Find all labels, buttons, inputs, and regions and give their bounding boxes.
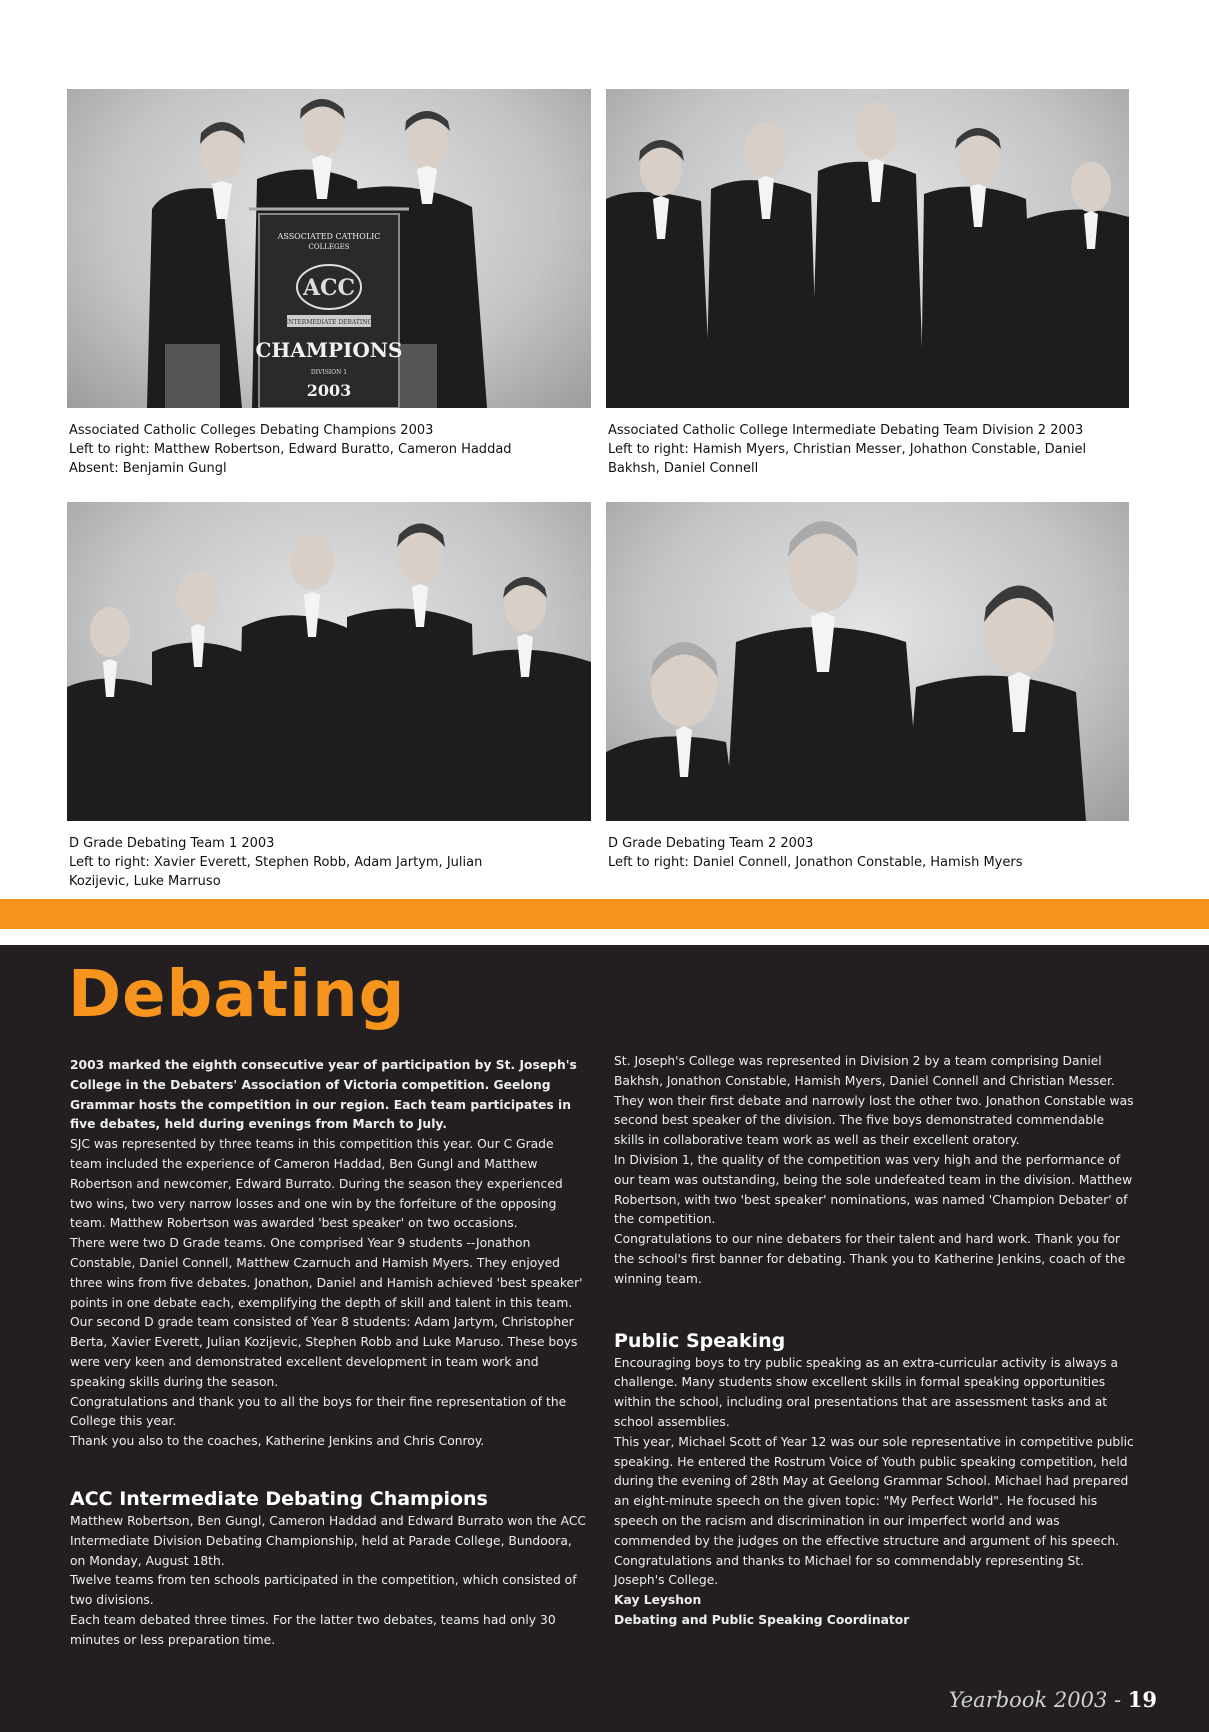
- photo-acc-intermediate-division2: [606, 89, 1129, 408]
- page-number: 19: [1127, 1687, 1157, 1712]
- banner-year: 2003: [306, 381, 352, 400]
- caption-line: Left to right: Matthew Robertson, Edward Buratto, Cameron Haddad: [69, 442, 512, 457]
- caption-photo-3: [69, 834, 589, 891]
- orange-divider-bar: [0, 899, 1209, 929]
- caption-title: D Grade Debating Team 1 2003: [69, 836, 275, 851]
- public-speaking-paragraph: This year, Michael Scott of Year 12 was our sole representative in competitive public speaking. He entered the Rostrum Voice of Youth public speaking competition, held during the evening of 28th May at Geelong Grammar School. Michael had prepared an eight-minute speech on the given topic: "My Perfect World". He focused his speech on the racism and discrimination in our imperfect world and was commended by the judges on the effective structure and argument of his speech.: [614, 1434, 1134, 1548]
- signature-name: Kay Leyshon: [614, 1593, 702, 1608]
- banner-logo: ACC: [302, 275, 356, 301]
- article-heading: Debating: [68, 958, 406, 1032]
- caption-line: Bakhsh, Daniel Connell: [608, 461, 759, 476]
- caption-photo-1: [69, 421, 589, 478]
- photo-d-grade-team-1: [67, 502, 591, 821]
- public-speaking-heading: Public Speaking: [614, 1329, 786, 1352]
- article-paragraph: There were two D Grade teams. One comprised Year 9 students --Jonathon Constable, Daniel Connell, Matthew Czarnuch and Hamish Myers. They enjoyed three wins from five debates. Jonathon, Daniel and Hamish achieved 'best speaker' points in one debate each, exemplifying the depth of skill and talent in this team.: [70, 1236, 583, 1310]
- acc-intermediate-heading: ACC Intermediate Debating Champions: [70, 1487, 488, 1510]
- banner-line1: ASSOCIATED CATHOLIC: [277, 232, 381, 241]
- article-paragraph: SJC was represented by three teams in this competition this year. Our C Grade team included the experience of Cameron Haddad, Ben Gungl and Matthew Robertson and newcomer, Edward Burrato. During the season they experienced two wins, two very narrow losses and one win by the forfeiture of the opposing team. Matthew Robertson was awarded 'best speaker' on two occasions.: [70, 1137, 563, 1231]
- article-paragraph: In Division 1, the quality of the competition was very high and the performance of our team was outstanding, being the sole undefeated team in the division. Matthew Robertson, with two 'best speaker' nominations, was named 'Champion Debater' of the competition.: [614, 1152, 1133, 1227]
- acc-paragraph: Matthew Robertson, Ben Gungl, Cameron Haddad and Edward Burrato won the ACC Intermediate Division Debating Championship, held at Parade College, Bundoora, on Monday, August 18th.: [70, 1513, 587, 1568]
- acc-paragraph: Each team debated three times. For the latter two debates, teams had only 30 minutes or less preparation time.: [70, 1612, 556, 1647]
- caption-title: Associated Catholic Colleges Debating Champions 2003: [69, 423, 434, 438]
- article-paragraph: Our second D grade team consisted of Year 8 students: Adam Jartym, Christopher Berta, Xavier Everett, Julian Kozijevic, Stephen Robb and Luke Maruso. These boys were very keen and demonstrated excellent development in team work and speaking skills during the season.: [70, 1315, 578, 1389]
- article-left-column: [70, 1056, 588, 1651]
- photo-d-grade-team-2: [606, 502, 1129, 821]
- article-right-column: [614, 1052, 1134, 1631]
- caption-photo-2: [608, 421, 1128, 478]
- caption-photo-4: [608, 834, 1128, 872]
- caption-line: Left to right: Hamish Myers, Christian Messer, Johathon Constable, Daniel: [608, 442, 1087, 457]
- footer-label: Yearbook 2003 -: [948, 1688, 1122, 1712]
- caption-title: D Grade Debating Team 2 2003: [608, 836, 814, 851]
- article-paragraph: Congratulations and thank you to all the boys for their fine representation of the College this year.: [70, 1394, 567, 1429]
- banner-ribbon: INTERMEDIATE DEBATING: [285, 319, 373, 326]
- caption-line: Absent: Benjamin Gungl: [69, 461, 227, 476]
- article-intro: 2003 marked the eighth consecutive year of participation by St. Joseph's College in the Debaters' Association of Victoria competition. Geelong Grammar hosts the competition in our region. Each team participates in five debates, held during evenings from March to July.: [70, 1058, 577, 1132]
- caption-line: Left to right: Xavier Everett, Stephen Robb, Adam Jartym, Julian: [69, 855, 483, 870]
- page-footer: [949, 1687, 1157, 1712]
- banner-division: DIVISION 1: [310, 369, 348, 376]
- caption-line: Kozijevic, Luke Marruso: [69, 874, 221, 889]
- public-speaking-paragraph: Encouraging boys to try public speaking as an extra-curricular activity is always a challenge. Many students show excellent skills in formal speaking opportunities within the school, including oral presentations that are assessment tasks and at school assemblies.: [614, 1355, 1119, 1429]
- caption-title: Associated Catholic College Intermediate Debating Team Division 2 2003: [608, 423, 1084, 438]
- article-paragraph: Congratulations to our nine debaters for their talent and hard work. Thank you for the school's first banner for debating. Thank you to Katherine Jenkins, coach of the winning team.: [614, 1232, 1126, 1286]
- photo-acc-champions: [67, 89, 591, 408]
- caption-line: Left to right: Daniel Connell, Jonathon Constable, Hamish Myers: [608, 855, 1023, 870]
- public-speaking-paragraph: Congratulations and thanks to Michael for so commendably representing St. Joseph's College.: [614, 1553, 1084, 1588]
- acc-paragraph: Twelve teams from ten schools participated in the competition, which consisted of two divisions.: [70, 1573, 577, 1608]
- banner-line2: COLLEGES: [308, 243, 350, 251]
- article-paragraph: St. Joseph's College was represented in Division 2 by a team comprising Daniel Bakhsh, Jonathon Constable, Hamish Myers, Daniel Connell and Christian Messer. They won their first debate and narrowly lost the other two. Jonathon Constable was second best speaker of the division. The five boys demonstrated commendable skills in collaborative team work as well as their excellent oratory.: [614, 1054, 1134, 1148]
- banner-champions: CHAMPIONS: [255, 338, 403, 362]
- article-paragraph: Thank you also to the coaches, Katherine Jenkins and Chris Conroy.: [70, 1434, 485, 1449]
- signature-title: Debating and Public Speaking Coordinator: [614, 1612, 910, 1627]
